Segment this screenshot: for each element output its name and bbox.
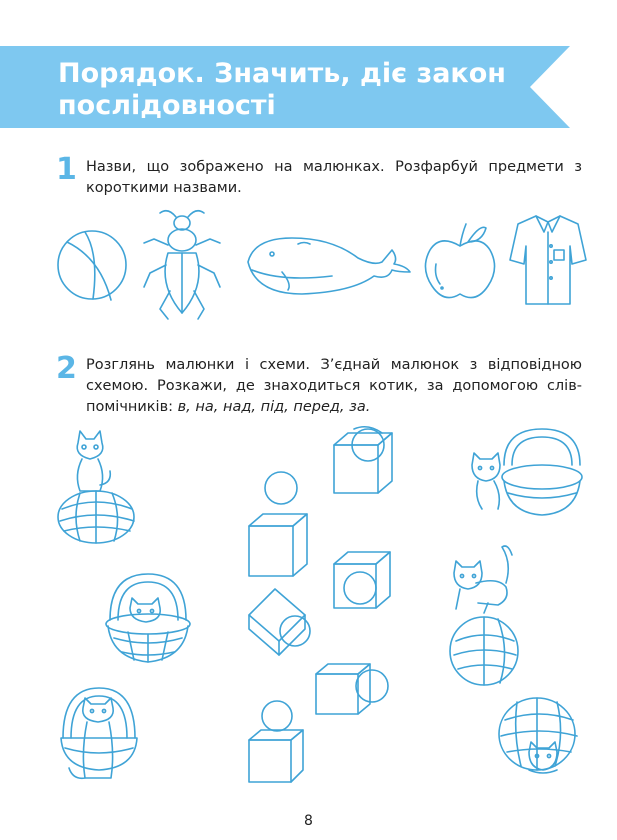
helper-words: в, на, над, під, перед, за. bbox=[177, 399, 371, 415]
scheme-ball-beside-box bbox=[312, 660, 392, 720]
cat-under-basket-picture bbox=[495, 690, 585, 785]
scheme-ball-above-box bbox=[245, 468, 315, 588]
scheme-ball-in-front-of-box bbox=[330, 548, 395, 613]
scheme-ball-behind-box bbox=[245, 585, 320, 665]
scheme-ball-in-box bbox=[330, 425, 395, 500]
beetle-icon bbox=[140, 205, 225, 325]
shirt-icon bbox=[508, 210, 588, 310]
cat-in-basket-picture bbox=[100, 568, 195, 668]
cat-beside-basket-picture bbox=[468, 425, 583, 520]
page-title: Порядок. Значить, діє закон послідовності bbox=[58, 58, 506, 121]
page-number: 8 bbox=[304, 813, 313, 829]
task-1-text: Назви, що зображено на малюнках. Розфарбуй предмети з короткими назвами. bbox=[86, 159, 582, 196]
cat-above-basket-picture bbox=[448, 533, 528, 693]
task-1-number: 1 bbox=[56, 152, 77, 187]
header-banner bbox=[0, 46, 570, 128]
task-2-instructions: Розглянь малюнки і схеми. З’єднай малюнок з відповідною схемою. Розкажи, де знаходиться котик, за допомогою слів-помічників: bbox=[86, 357, 582, 415]
task-2-number: 2 bbox=[56, 351, 77, 386]
cat-in-front-of-basket-picture bbox=[55, 682, 145, 787]
apple-icon bbox=[420, 220, 500, 305]
ball-icon bbox=[55, 228, 130, 303]
scheme-ball-on-box bbox=[245, 698, 310, 788]
task-2-text bbox=[86, 355, 582, 418]
whale-icon bbox=[242, 232, 412, 300]
cat-on-basket-picture bbox=[52, 425, 142, 555]
